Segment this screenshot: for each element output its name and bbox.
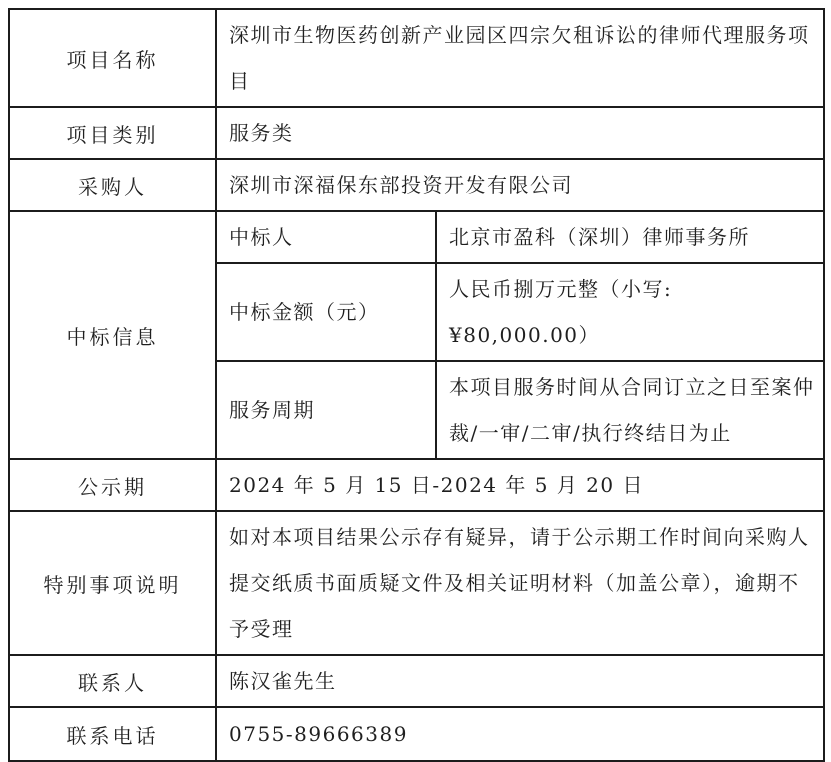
service-period-value: 本项目服务时间从合同订立之日至案仲裁/一审/二审/执行终结日为止 [436, 361, 824, 459]
award-info-label: 中标信息 [9, 211, 216, 459]
award-amount-value: 人民币捌万元整（小写: ¥80,000.00） [436, 263, 824, 361]
table-row [9, 159, 824, 211]
table-row [9, 511, 824, 655]
table-row [9, 9, 824, 107]
service-period-label: 服务周期 [216, 361, 436, 459]
publicity-period-label: 公示期 [9, 459, 216, 511]
contact-phone-value: 0755-89666389 [216, 707, 824, 761]
purchaser-label: 采购人 [9, 159, 216, 211]
table-row [9, 707, 824, 761]
contact-person-label: 联系人 [9, 655, 216, 707]
winner-label: 中标人 [216, 211, 436, 263]
project-name-value: 深圳市生物医药创新产业园区四宗欠租诉讼的律师代理服务项目 [216, 9, 824, 107]
award-announcement-table [8, 8, 825, 762]
project-type-label: 项目类别 [9, 107, 216, 159]
project-name-label: 项目名称 [9, 9, 216, 107]
winner-value: 北京市盈科（深圳）律师事务所 [436, 211, 824, 263]
contact-phone-label: 联系电话 [9, 707, 216, 761]
project-type-value: 服务类 [216, 107, 824, 159]
contact-person-value: 陈汉雀先生 [216, 655, 824, 707]
table-row [9, 655, 824, 707]
award-amount-label: 中标金额（元） [216, 263, 436, 361]
special-notes-value: 如对本项目结果公示存有疑异，请于公示期工作时间向采购人提交纸质书面质疑文件及相关证明材料（加盖公章），逾期不予受理 [216, 511, 824, 655]
table-row [9, 107, 824, 159]
table-row [9, 211, 824, 263]
table-row [9, 459, 824, 511]
special-notes-label: 特别事项说明 [9, 511, 216, 655]
publicity-period-value: 2024 年 5 月 15 日-2024 年 5 月 20 日 [216, 459, 824, 511]
purchaser-value: 深圳市深福保东部投资开发有限公司 [216, 159, 824, 211]
